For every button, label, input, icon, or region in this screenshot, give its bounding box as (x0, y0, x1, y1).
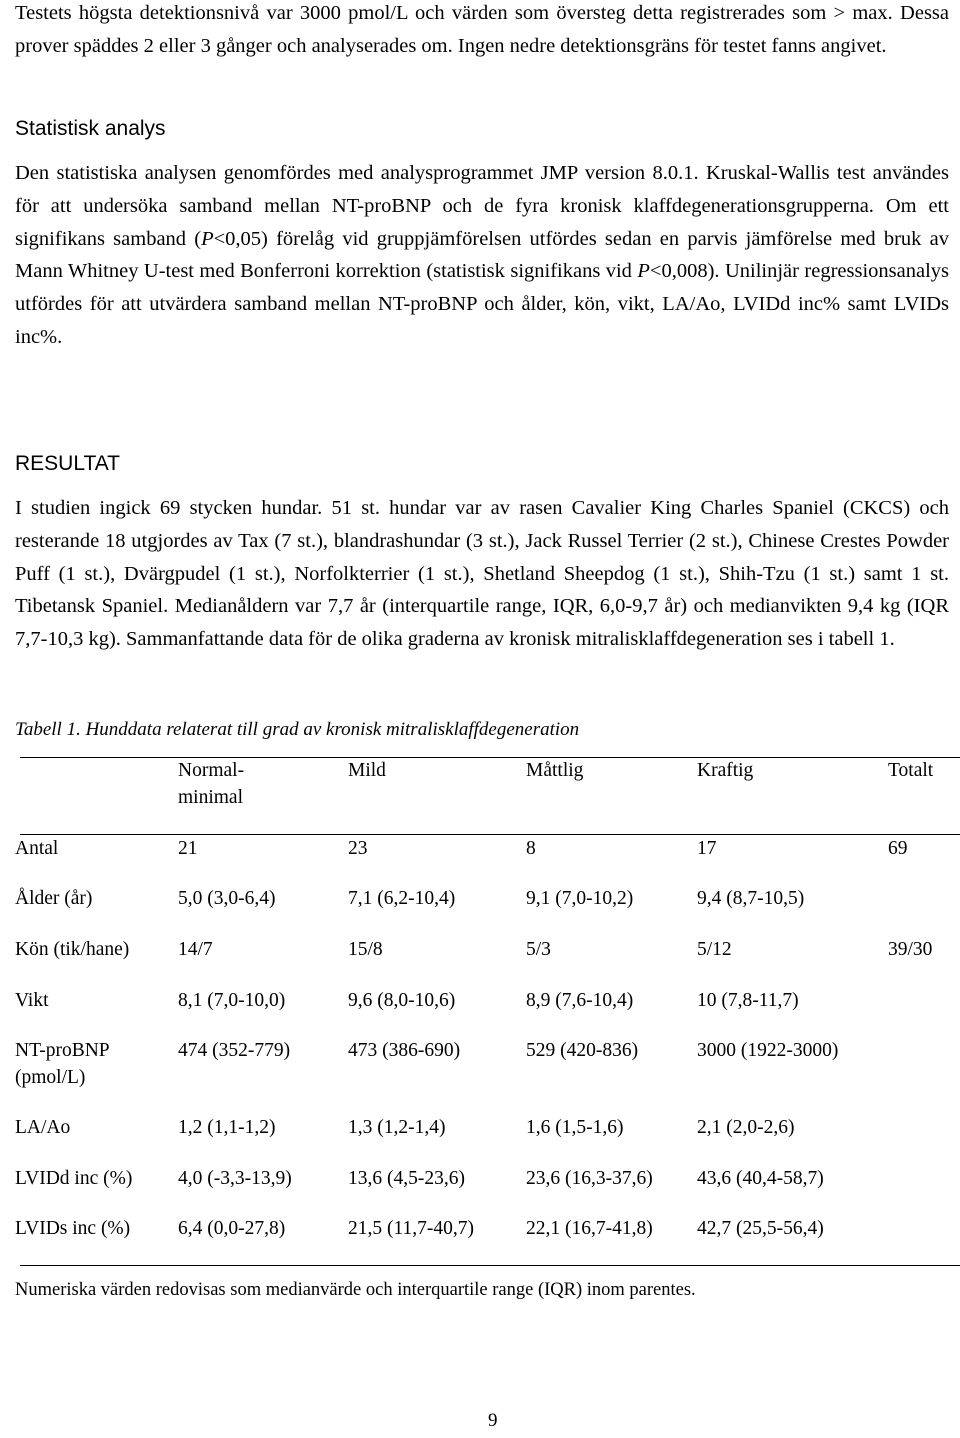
table-cell: 21 (178, 838, 198, 859)
table-cell: 3000 (1922-3000) (697, 1040, 839, 1061)
table-row (15, 1037, 960, 1097)
p-symbol: P (637, 260, 650, 283)
statistics-text-3: <0,008). Unilinjär regressionsanalys utfördes för att utvärdera samband mellan NT-proBNP och ålder, kön, vikt, LA/Ao, LVIDd inc% samt LVIDs inc%. (15, 260, 949, 348)
table-cell: 9,6 (8,0-10,6) (348, 990, 456, 1011)
table-row (15, 1215, 960, 1275)
table-cell: 42,7 (25,5-56,4) (697, 1218, 824, 1239)
table-cell: 4,0 (-3,3-13,9) (178, 1168, 292, 1189)
table-cell: 1,6 (1,5-1,6) (526, 1117, 624, 1138)
table-cell: 17 (697, 838, 717, 859)
table-cell: 8,9 (7,6-10,4) (526, 990, 634, 1011)
results-paragraph: I studien ingick 69 stycken hundar. 51 st. hundar var av rasen Cavalier King Charles Spaniel (CKCS) och resterande 18 utgjordes av Tax (7 st.), blandrashundar (3 st.), Jack Russel Terrier (2 st.), Chinese Crestes Powder Puff (1 st.), Dvärgpudel (1 st.), Norfolkterrier (1 st.), Shetland Sheepdog (1 st.), Shih-Tzu (1 st.) samt 1 st. Tibetansk Spaniel. Medianåldern var 7,7 år (interquartile range, IQR, 6,0-9,7 år) och medianvikten 9,4 kg (IQR 7,7-10,3 kg). Sammanfattande data för de olika graderna av kronisk mitralisklaffdegeneration ses i tabell 1. (15, 497, 949, 651)
statistics-text-1: Den statistiska analysen genomfördes med analysprogrammet JMP version 8.0.1. Kruskal-Wallis test användes för att undersöka samband mellan NT-proBNP och de fyra kronisk klaffdegenerationsgrupperna. Om ett signifikans samband ( (15, 162, 949, 250)
table-cell: 9,4 (8,7-10,5) (697, 888, 805, 909)
table-cell: 23 (348, 838, 368, 859)
table-cell: 9,1 (7,0-10,2) (526, 888, 634, 909)
table-cell: 5/3 (526, 939, 551, 960)
table-cell: 5/12 (697, 939, 732, 960)
table-cell: LVIDs inc (%) (15, 1218, 131, 1239)
table-cell: 8 (526, 838, 536, 859)
table-cell: 69 (888, 838, 908, 859)
table-cell: 8,1 (7,0-10,0) (178, 990, 286, 1011)
table-cell: 474 (352-779) (178, 1040, 291, 1061)
table-cell: 10 (7,8-11,7) (697, 990, 799, 1011)
table-header-row (15, 757, 960, 817)
table-cell: 15/8 (348, 939, 383, 960)
table-caption: Tabell 1. Hunddata relaterat till grad av kronisk mitralisklaffdegeneration (15, 719, 580, 740)
statistics-text-2: <0,05) förelåg vid gruppjämförelsen utfördes sedan en parvis jämförelse med bruk av Mann Whitney U-test med Bonferroni korrektion (statistisk signifikans vid (15, 227, 949, 283)
table-cell: 1,3 (1,2-1,4) (348, 1117, 446, 1138)
table-cell: 14/7 (178, 939, 213, 960)
statistics-paragraph (15, 157, 949, 354)
table-header-cell: Normal- minimal (178, 760, 245, 808)
table-cell: 2,1 (2,0-2,6) (697, 1117, 795, 1138)
table-cell: 23,6 (16,3-37,6) (526, 1168, 653, 1189)
statistics-heading: Statistisk analys (15, 117, 166, 140)
table-cell: 7,1 (6,2-10,4) (348, 888, 456, 909)
table-cell: LA/Ao (15, 1117, 71, 1138)
table-cell: 5,0 (3,0-6,4) (178, 888, 276, 909)
intro-paragraph: Testets högsta detektionsnivå var 3000 pmol/L och värden som översteg detta registrerades som > max. Dessa prover späddes 2 eller 3 gånger och analyserades om. Ingen nedre detektionsgräns för testet fanns angivet. (15, 2, 949, 57)
table-cell: 1,2 (1,1-1,2) (178, 1117, 276, 1138)
table-cell: 473 (386-690) (348, 1040, 461, 1061)
table-cell: Antal (15, 838, 59, 859)
table-cell: Ålder (år) (15, 888, 93, 909)
table-header-cell: Kraftig (697, 760, 754, 781)
table-cell: Kön (tik/hane) (15, 939, 130, 960)
p-symbol: P (201, 227, 214, 250)
table-cell: LVIDd inc (%) (15, 1168, 133, 1189)
table-cell: 22,1 (16,7-41,8) (526, 1218, 653, 1239)
table-cell: 529 (420-836) (526, 1040, 639, 1061)
table-cell: 43,6 (40,4-58,7) (697, 1168, 824, 1189)
table-footnote: Numeriska värden redovisas som medianvärde och interquartile range (IQR) inom parentes. (15, 1280, 696, 1300)
table-cell: 21,5 (11,7-40,7) (348, 1218, 475, 1239)
table-cell: 39/30 (888, 939, 933, 960)
table-cell: 13,6 (4,5-23,6) (348, 1168, 465, 1189)
page-number: 9 (488, 1410, 498, 1431)
table-header-cell: Mild (348, 760, 386, 781)
table-header-cell: Totalt (888, 760, 934, 781)
table-cell: Vikt (15, 990, 49, 1011)
table-header-cell: Måttlig (526, 760, 584, 781)
table-cell: NT-proBNP (pmol/L) (15, 1040, 110, 1088)
table-cell: 6,4 (0,0-27,8) (178, 1218, 286, 1239)
results-heading: RESULTAT (15, 452, 121, 475)
